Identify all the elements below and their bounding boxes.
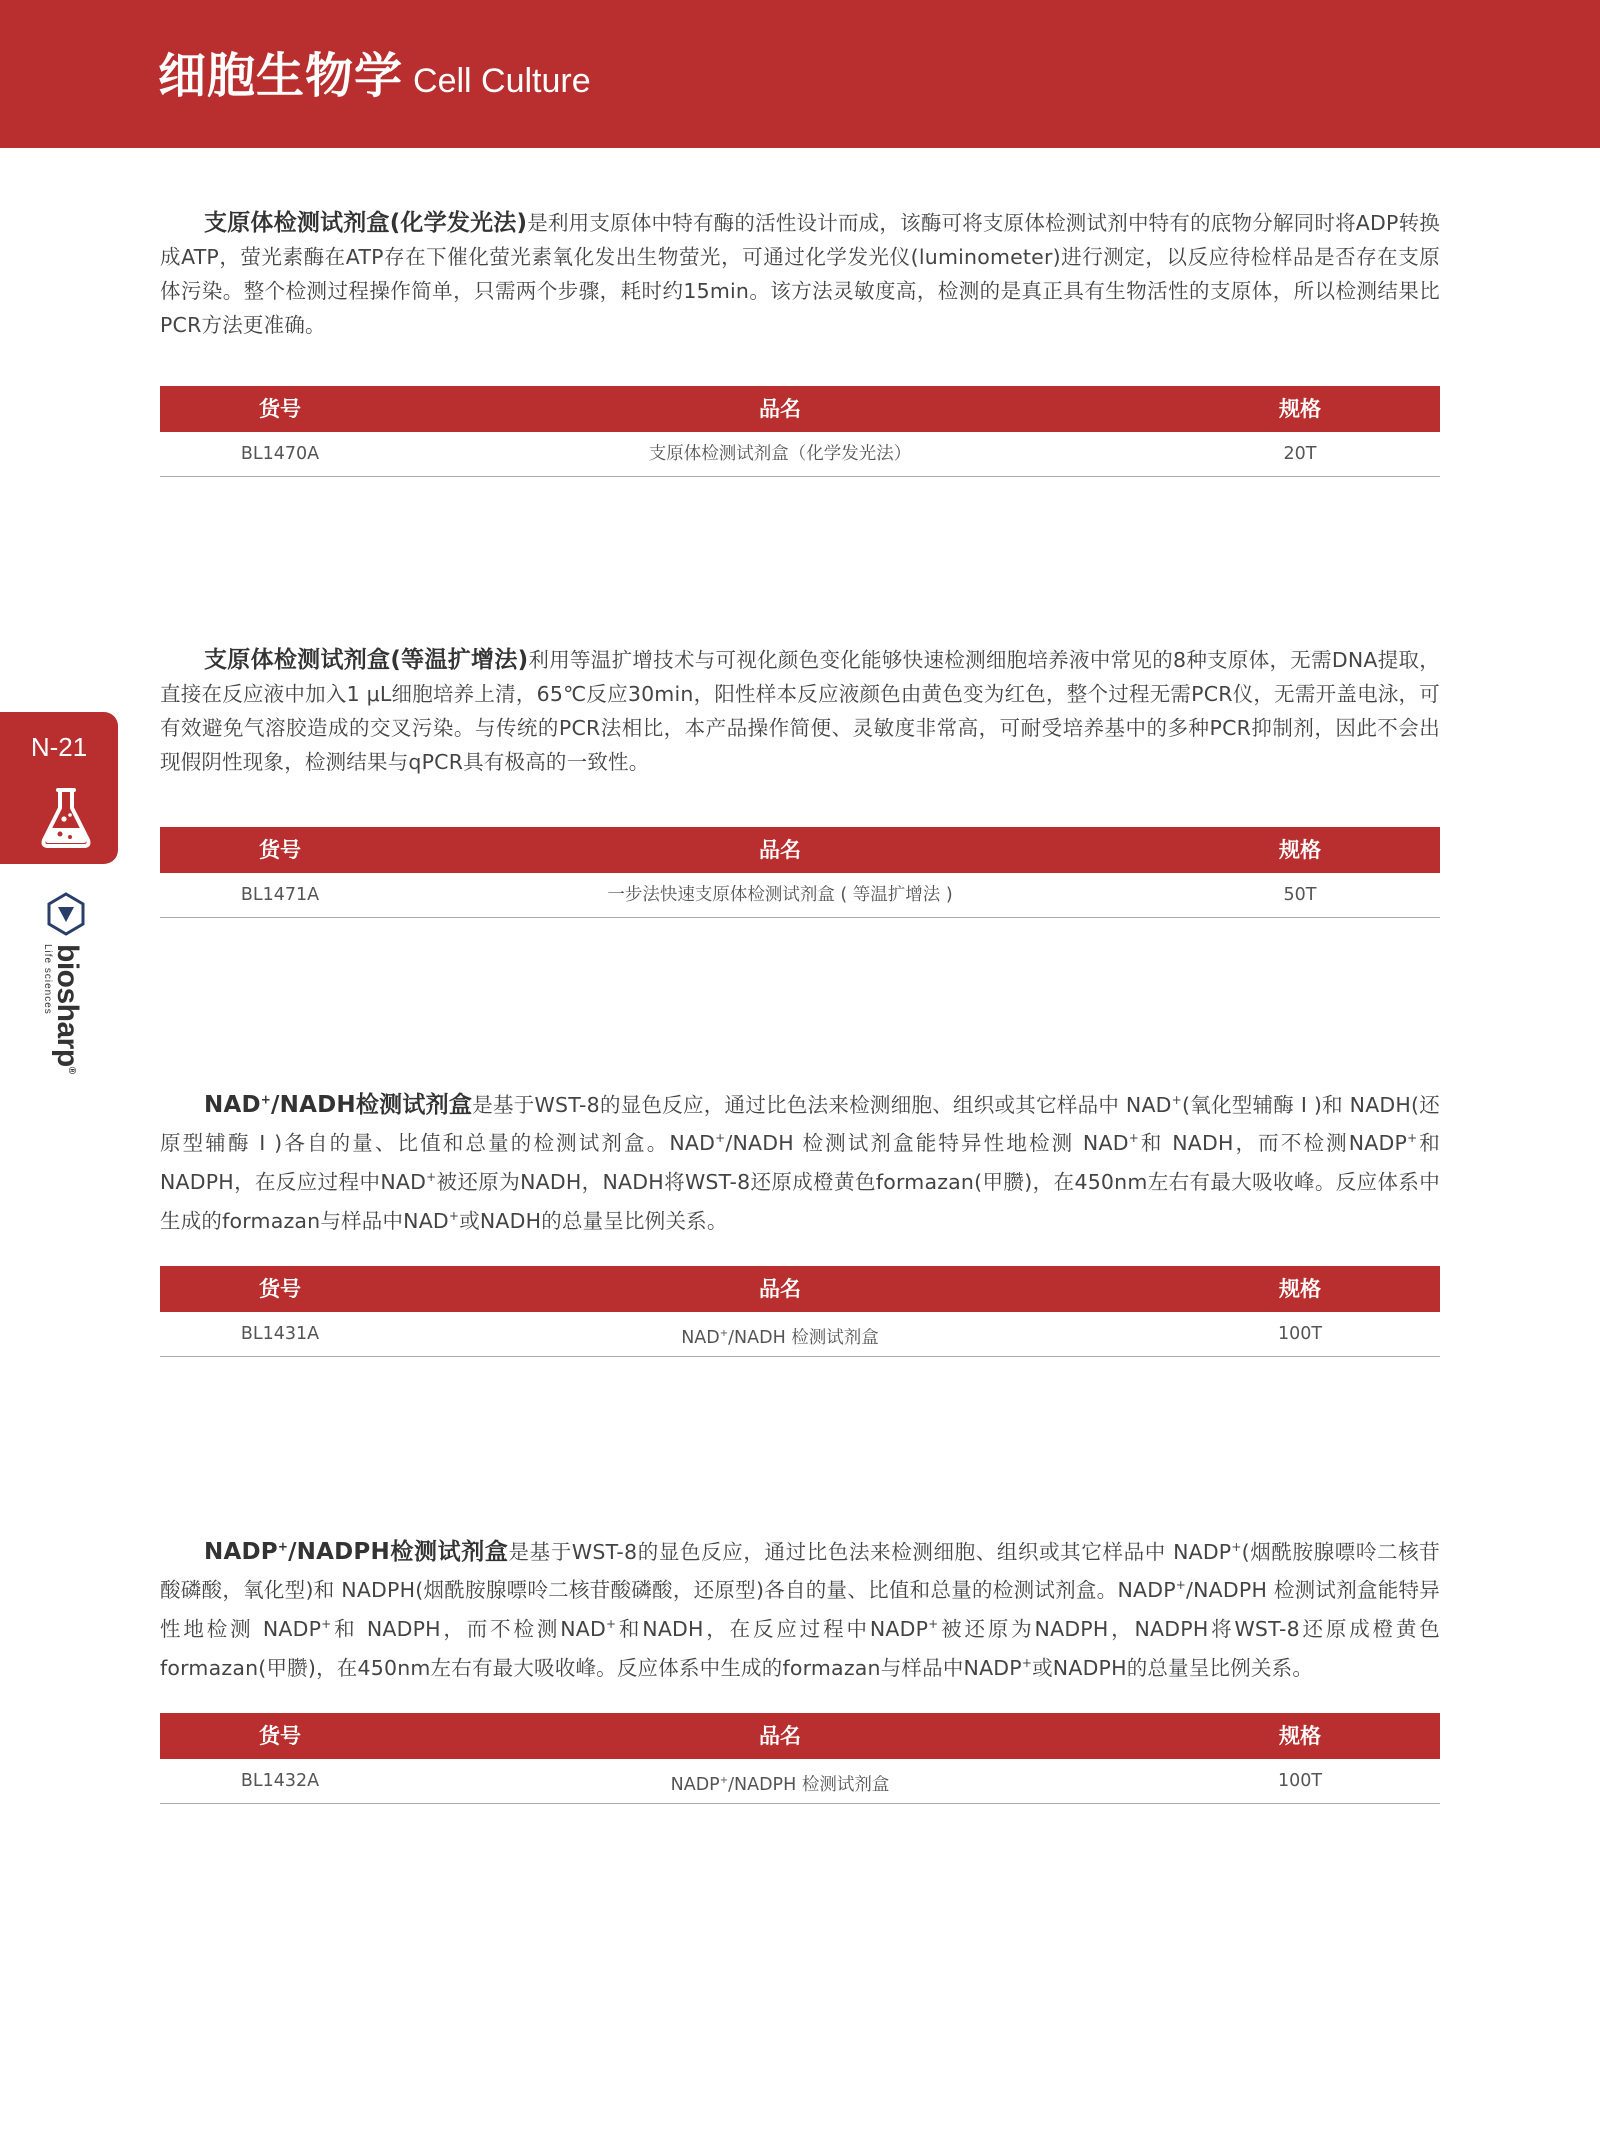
section-nad-nadh xyxy=(160,1082,1440,1348)
header-name: 品名 xyxy=(759,838,801,862)
title-part: /NADH检测试剂盒 xyxy=(271,1091,473,1118)
product-description: 是利用支原体中特有酶的活性设计而成，该酶可将支原体检测试剂中特有的底物分解同时将ADP转换成ATP，萤光素酶在ATP存在下催化萤光素氧化发出生物萤光，可通过化学发光仪(luminometer)进行测定，以反应待检样品是否存在支原体污染。整个检测过程操作简单，只需两个步骤，耗时约15min。该方法灵敏度高，检测的是真正具有生物活性的支原体，所以检测结果比PCR方法更准确。 xyxy=(160,211,1441,337)
logo-tagline: Life sciences xyxy=(42,944,53,1015)
header-catalog: 货号 xyxy=(259,1277,301,1301)
cell-name xyxy=(400,1759,1160,1807)
desc-part: 或NADPH的总量呈比例关系。 xyxy=(1032,1656,1314,1681)
header-spec: 规格 xyxy=(1279,1724,1321,1748)
table-row xyxy=(160,1759,1440,1804)
product-table xyxy=(160,1266,1440,1357)
product-intro xyxy=(160,1082,1440,1238)
section-nadp-nadph xyxy=(160,1529,1441,1795)
product-title xyxy=(204,1539,509,1565)
page-title xyxy=(158,48,591,104)
product-intro xyxy=(160,643,1440,779)
name-part: /NADH 检测试剂盒 xyxy=(728,1327,879,1348)
header-catalog: 货号 xyxy=(259,397,301,421)
cell-spec: 20T xyxy=(1283,444,1317,464)
title-part: /NADPH检测试剂盒 xyxy=(288,1538,509,1565)
desc-part: 和 NADH，而不检测NADP xyxy=(1138,1131,1408,1156)
desc-part: 和NADPH，在反应过程中NAD xyxy=(160,1131,1440,1195)
biosharp-logo xyxy=(42,892,86,1074)
title-sup: + xyxy=(260,1092,272,1106)
table-row xyxy=(160,432,1440,477)
logo-text xyxy=(42,944,86,1074)
cell-name: 一步法快速支原体检测试剂盒 ( 等温扩增法 ) xyxy=(607,885,953,905)
cell-name xyxy=(400,1312,1160,1360)
name-part: NADP xyxy=(670,1774,720,1795)
table-row xyxy=(160,1312,1440,1357)
table-header xyxy=(160,1266,1440,1312)
title-sup: + xyxy=(277,1539,289,1553)
desc-part: 是基于WST-8的显色反应，通过比色法来检测细胞、组织或其它样品中 NAD xyxy=(472,1092,1172,1117)
page-title-en: Cell Culture xyxy=(413,62,591,100)
desc-part: 或NADH的总量呈比例关系。 xyxy=(459,1209,728,1234)
header-name: 品名 xyxy=(759,1277,801,1301)
cell-name: 支原体检测试剂盒（化学发光法） xyxy=(648,444,912,464)
name-part: NAD xyxy=(681,1327,720,1348)
section-mycoplasma-chemiluminescence xyxy=(160,206,1441,464)
section-mycoplasma-isothermal xyxy=(160,643,1440,905)
cell-spec: 100T xyxy=(1277,1324,1323,1344)
product-title: 支原体检测试剂盒(化学发光法) xyxy=(204,210,528,236)
logo-brand: biosharp xyxy=(51,944,84,1067)
product-description: 是基于WST-8的显色反应，通过比色法来检测细胞、组织或其它样品中 NADP+(烟酰胺腺嘌呤二核苷酸磷酸，氧化型)和 NADPH(烟酰胺腺嘌呤二核苷酸磷酸，还原型)各自的量、比值和总量的检测试剂盒。NADP+/NADPH 检测试剂盒能特异性地检测 NADP+和 NADPH，而不检测NAD+和NADH，在反应过程中NADP+被还原为NADPH，NADPH将WST-8还原成橙黄色formazan(甲臜)，在450nm左右有最大吸收峰。反应体系中生成的formazan与样品中NADP+或NADPH的总量呈比例关系。 xyxy=(160,1539,1441,1681)
product-title xyxy=(204,1092,472,1118)
desc-part: /NADPH 检测试剂盒能特异性地检测 NADP xyxy=(160,1578,1441,1642)
cell-spec: 50T xyxy=(1283,885,1317,905)
title-part: NADP xyxy=(204,1538,278,1565)
product-table xyxy=(160,386,1440,477)
cell-catalog: BL1471A xyxy=(240,885,320,905)
desc-part: (氧化型辅酶 I )和 NADH(还原型辅酶 I )各自的量、比值和总量的检测试剂盒。NAD xyxy=(160,1092,1440,1156)
desc-part: 被还原为NADPH，NADPH将WST-8还原成橙黄色formazan(甲臜)，在450nm左右有最大吸收峰。反应体系中生成的formazan与样品中NADP xyxy=(160,1617,1441,1681)
desc-part: 和 NADPH，而不检测NAD xyxy=(331,1617,606,1642)
page-number: N-21 xyxy=(30,732,88,762)
header-spec: 规格 xyxy=(1279,397,1321,421)
cell-catalog: BL1470A xyxy=(240,444,320,464)
desc-part: 是基于WST-8的显色反应，通过比色法来检测细胞、组织或其它样品中 NADP xyxy=(508,1539,1232,1564)
header-spec: 规格 xyxy=(1279,1277,1321,1301)
name-sup: + xyxy=(719,1775,729,1786)
table-header xyxy=(160,1713,1440,1759)
header-name: 品名 xyxy=(759,1724,801,1748)
header-spec: 规格 xyxy=(1279,838,1321,862)
header-catalog: 货号 xyxy=(259,1724,301,1748)
product-description: 利用等温扩增技术与可视化颜色变化能够快速检测细胞培养液中常见的8种支原体，无需DNA提取，直接在反应液中加入1 μL细胞培养上清，65℃反应30min，阳性样本反应液颜色由黄色变为红色，整个过程无需PCR仪，无需开盖电泳，可有效避免气溶胶造成的交叉污染。与传统的PCR法相比，本产品操作简便、灵敏度非常高，可耐受培养基中的多种PCR抑制剂，因此不会出现假阴性现象，检测结果与qPCR具有极高的一致性。 xyxy=(160,648,1440,774)
desc-part: (烟酰胺腺嘌呤二核苷酸磷酸，氧化型)和 NADPH(烟酰胺腺嘌呤二核苷酸磷酸，还原型)各自的量、比值和总量的检测试剂盒。NADP xyxy=(160,1539,1441,1603)
product-table xyxy=(160,1713,1440,1804)
side-tab xyxy=(0,712,118,864)
cell-catalog: BL1432A xyxy=(240,1771,320,1791)
product-description: 是基于WST-8的显色反应，通过比色法来检测细胞、组织或其它样品中 NAD+(氧化型辅酶 I )和 NADH(还原型辅酶 I )各自的量、比值和总量的检测试剂盒。NAD+/NADH 检测试剂盒能特异性地检测 NAD+和 NADH，而不检测NADP+和NADPH，在反应过程中NAD+被还原为NADH，NADH将WST-8还原成橙黄色formazan(甲臜)，在450nm左右有最大吸收峰。反应体系中生成的formazan与样品中NAD+或NADH的总量呈比例关系。 xyxy=(160,1092,1440,1234)
table-row xyxy=(160,873,1440,918)
desc-part: 和NADH，在反应过程中NADP xyxy=(616,1617,929,1642)
product-table xyxy=(160,827,1440,918)
product-title: 支原体检测试剂盒(等温扩增法) xyxy=(204,647,529,673)
name-sup: + xyxy=(719,1328,729,1339)
desc-part: 被还原为NADH，NADH将WST-8还原成橙黄色formazan(甲臜)，在450nm左右有最大吸收峰。反应体系中生成的formazan与样品中NAD xyxy=(160,1170,1440,1234)
logo-mark-icon xyxy=(46,892,86,936)
product-intro xyxy=(160,206,1440,342)
cell-spec: 100T xyxy=(1277,1771,1323,1791)
product-intro xyxy=(160,1529,1440,1685)
desc-part: /NADH 检测试剂盒能特异性地检测 NAD xyxy=(725,1131,1129,1156)
logo-registered: ® xyxy=(66,1066,77,1074)
cell-catalog: BL1431A xyxy=(240,1324,320,1344)
flask-icon xyxy=(40,786,92,848)
header-catalog: 货号 xyxy=(259,838,301,862)
table-header xyxy=(160,827,1440,873)
title-part: NAD xyxy=(204,1091,261,1118)
header-name: 品名 xyxy=(759,397,801,421)
name-part: /NADPH 检测试剂盒 xyxy=(728,1774,890,1795)
table-header xyxy=(160,386,1440,432)
page-title-zh: 细胞生物学 xyxy=(158,48,404,104)
